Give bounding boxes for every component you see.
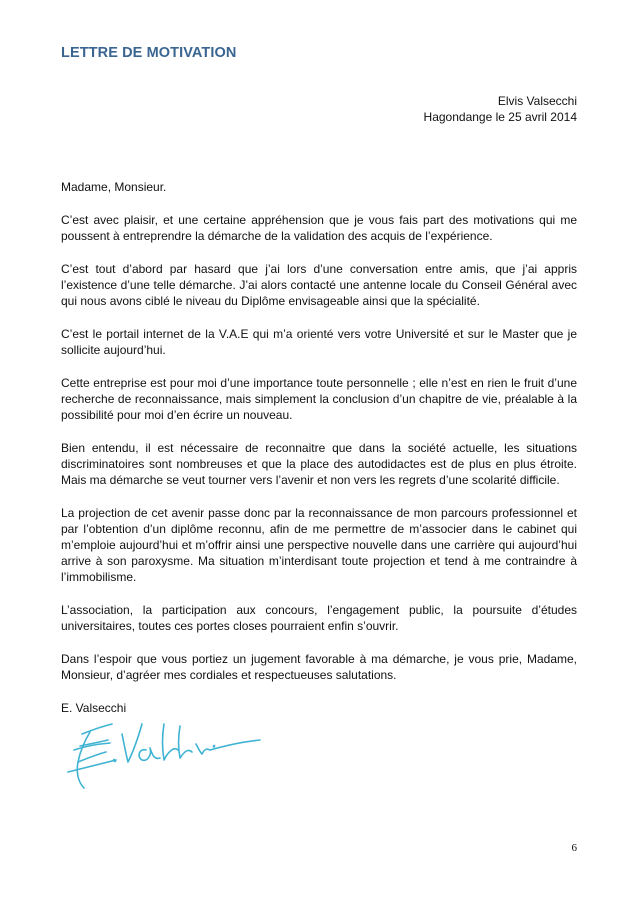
salutation: Madame, Monsieur. [61, 180, 167, 194]
paragraph-1: C’est avec plaisir, et une certaine appréhension que je vous fais part des motivations qui me poussent à entreprendre la démarche de la validation des acquis de l’expérience. [61, 213, 577, 243]
letter-title: LETTRE DE MOTIVATION [61, 45, 237, 61]
paragraph-8: Dans l’espoir que vous portiez un jugement favorable à ma démarche, je vous prie, Madame, Monsieur, d’agréer mes cordiales et respectueuses salutations. [61, 652, 577, 682]
paragraph-3: C’est le portail internet de la V.A.E qui m’a orienté vers votre Université et sur le Master que je sollicite aujourd’hui. [61, 327, 577, 357]
paragraph-4: Cette entreprise est pour moi d’une importance toute personnelle ; elle n’est en rien le fruit d’une recherche de reconnaissance, mais simplement la conclusion d’un chapitre de vie, préalable à la possibilité pour moi d’en écrire un nouveau. [61, 376, 577, 422]
paragraph-5: Bien entendu, il est nécessaire de reconnaitre que dans la société actuelle, les situations discriminatoires sont nombreuses et que la place des autodidactes est de plus en plus étroite. Mais ma démarche se veut tourner vers l’avenir et non vers les regrets d’une scolarité difficile. [61, 441, 577, 487]
paragraph-2: C’est tout d’abord par hasard que j’ai lors d’une conversation entre amis, que j’ai appris l’existence d’une telle démarche. J’ai alors contacté une antenne locale du Conseil Général avec qui nous avons ciblé le niveau du Diplôme envisageable ainsi que la spécialité. [61, 262, 577, 308]
paragraph-7: L’association, la participation aux concours, l’engagement public, la poursuite d’études universitaires, toutes ces portes closes pourraient enfin s’ouvrir. [61, 603, 577, 633]
sender-name: Elvis Valsecchi [497, 94, 577, 108]
sender-place-date: Hagondange le 25 avril 2014 [423, 110, 577, 124]
letter-body [61, 179, 577, 716]
paragraph-6: La projection de cet avenir passe donc par la reconnaissance de mon parcours professionnel et par l’obtention d’un diplôme reconnu, afin de me permettre de m’associer dans le cabinet qui m’emploie aujourd’hui et m’offrir ainsi une perspective nouvelle dans une carrière qui aujourd’hui arrive à son paroxysme. Ma situation m’interdisant toute projection et tend à me contraindre à l’immobilisme. [61, 506, 577, 584]
handwritten-signature [64, 716, 264, 796]
page-number: 6 [571, 842, 577, 854]
sender-block [424, 93, 577, 125]
closing-name: E. Valsecchi [61, 701, 127, 715]
